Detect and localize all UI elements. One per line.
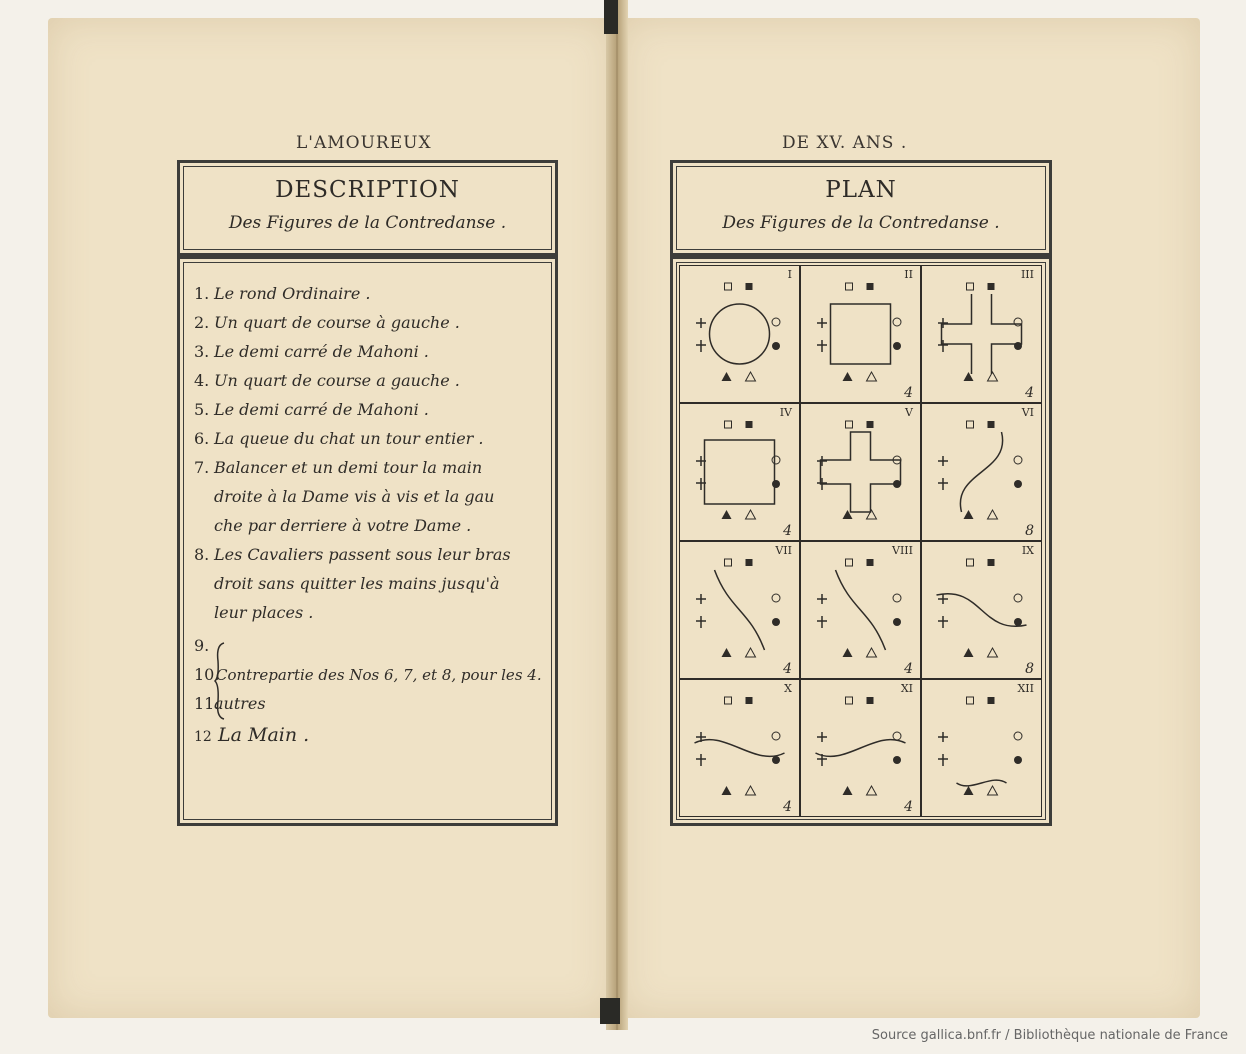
plan-title: PLAN	[825, 177, 897, 203]
plan-cell	[680, 680, 800, 817]
dancer-square-icon	[867, 421, 874, 428]
dancer-square-icon	[725, 559, 732, 566]
dancer-circle-icon	[772, 594, 780, 602]
dancer-square-icon	[967, 283, 974, 290]
source-credit: Source gallica.bnf.fr / Bibliothèque nationale de France	[871, 1028, 1228, 1043]
figure-number: XII	[1017, 682, 1034, 695]
plan-figures	[679, 265, 1043, 817]
dancer-square-icon	[846, 283, 853, 290]
running-head-left: L'AMOUREUX	[296, 133, 432, 153]
plan-cell	[922, 404, 1042, 541]
list-item: 2. Un quart de course à gauche .	[194, 313, 460, 332]
list-item: che par derriere à votre Dame .	[214, 516, 472, 535]
figure-count: 8	[1025, 661, 1034, 677]
dancer-cross-icon	[938, 732, 948, 766]
dancer-circle-icon	[772, 732, 780, 740]
dancer-triangle-icon	[964, 786, 974, 795]
list-item: 1. Le rond Ordinaire .	[194, 284, 371, 303]
description-title: DESCRIPTION	[275, 177, 460, 203]
plan-subtitle: Des Figures de la Contredanse .	[722, 213, 1000, 233]
dancer-square-icon	[988, 559, 995, 566]
description-subtitle: Des Figures de la Contredanse .	[228, 213, 507, 233]
dance-path	[831, 304, 891, 364]
dancer-circle-icon	[893, 618, 901, 626]
dancer-circle-icon	[1014, 456, 1022, 464]
dance-path	[836, 570, 886, 650]
plan-cell	[922, 680, 1042, 817]
figure-number: III	[1020, 268, 1034, 281]
dancer-circle-icon	[772, 342, 780, 350]
list-item: 4. Un quart de course a gauche .	[194, 371, 460, 390]
dancer-cross-icon	[817, 456, 827, 490]
list-item: droite à la Dame vis à vis et la gau	[214, 487, 495, 506]
dancer-cross-icon	[696, 594, 706, 628]
list-item: 5. Le demi carré de Mahoni .	[194, 400, 429, 419]
dancer-circle-icon	[1014, 756, 1022, 764]
figure-number: X	[784, 682, 792, 695]
plan-cell	[922, 542, 1042, 679]
list-item: 8. Les Cavaliers passent sous leur bras	[194, 545, 511, 564]
dancer-square-icon	[846, 697, 853, 704]
dancer-triangle-icon	[746, 372, 756, 381]
list-item: 12 La Main .	[194, 724, 310, 746]
list-item: 6. La queue du chat un tour entier .	[194, 429, 484, 448]
dance-path	[816, 740, 906, 757]
dancer-square-icon	[846, 559, 853, 566]
dance-path	[710, 304, 770, 364]
figure-number: XI	[900, 682, 913, 695]
dancer-circle-icon	[1014, 318, 1022, 326]
dance-path	[942, 294, 1022, 374]
dancer-square-icon	[725, 421, 732, 428]
figure-number: IX	[1021, 544, 1034, 557]
figure-number: VI	[1021, 406, 1034, 419]
dancer-square-icon	[746, 421, 753, 428]
list-item: 3. Le demi carré de Mahoni .	[194, 342, 429, 361]
dancer-triangle-icon	[988, 372, 998, 381]
dancer-triangle-icon	[964, 510, 974, 519]
dancer-triangle-icon	[867, 786, 877, 795]
figure-count: 4	[783, 799, 792, 815]
book-gutter	[606, 0, 628, 1030]
plan-cell	[801, 680, 921, 817]
dancer-triangle-icon	[722, 648, 732, 657]
dance-path	[821, 432, 901, 512]
dance-path	[695, 740, 785, 757]
dancer-circle-icon	[893, 732, 901, 740]
dancer-square-icon	[988, 421, 995, 428]
dancer-triangle-icon	[867, 648, 877, 657]
plan-cell	[801, 542, 921, 679]
dancer-circle-icon	[893, 318, 901, 326]
dancer-square-icon	[746, 697, 753, 704]
dancer-circle-icon	[772, 618, 780, 626]
dancer-square-icon	[867, 697, 874, 704]
figure-count: 4	[1025, 385, 1034, 401]
dancer-cross-icon	[696, 318, 706, 352]
dancer-square-icon	[725, 283, 732, 290]
plan-grid-box	[670, 256, 1052, 826]
dancer-square-icon	[746, 283, 753, 290]
plan-cell	[680, 404, 800, 541]
figure-number: II	[904, 268, 913, 281]
list-item: 7. Balancer et un demi tour la main	[194, 458, 483, 477]
dancer-square-icon	[725, 697, 732, 704]
figure-count: 8	[1025, 523, 1034, 539]
dancer-square-icon	[967, 421, 974, 428]
dancer-cross-icon	[817, 318, 827, 352]
dancer-triangle-icon	[746, 510, 756, 519]
dancer-circle-icon	[772, 318, 780, 326]
dancer-triangle-icon	[988, 648, 998, 657]
figure-number: VIII	[892, 544, 913, 557]
dancer-cross-icon	[938, 594, 948, 628]
dancer-circle-icon	[772, 480, 780, 488]
dancer-cross-icon	[696, 732, 706, 766]
plan-cell	[801, 266, 921, 403]
list-item: 11.autres	[194, 694, 266, 713]
dancer-triangle-icon	[867, 372, 877, 381]
dancer-circle-icon	[1014, 594, 1022, 602]
dancer-cross-icon	[938, 318, 948, 352]
dancer-triangle-icon	[964, 648, 974, 657]
list-item: leur places .	[214, 603, 314, 622]
dancer-triangle-icon	[843, 786, 853, 795]
dance-path	[937, 594, 1027, 627]
dancer-triangle-icon	[843, 372, 853, 381]
dancer-circle-icon	[1014, 480, 1022, 488]
figure-count: 4	[783, 661, 792, 677]
dancer-square-icon	[846, 421, 853, 428]
figure-number: I	[787, 268, 792, 281]
dancer-circle-icon	[772, 756, 780, 764]
list-item: 10.Contrepartie des Nos 6, 7, et 8, pour les 4.	[194, 665, 542, 684]
dancer-triangle-icon	[746, 648, 756, 657]
figure-count: 4	[904, 799, 913, 815]
dancer-triangle-icon	[843, 648, 853, 657]
plan-cell	[801, 404, 921, 541]
dancer-circle-icon	[772, 456, 780, 464]
dance-path	[957, 780, 1007, 786]
list-item: 9.	[194, 636, 210, 655]
figure-count: 4	[904, 385, 913, 401]
dancer-cross-icon	[817, 594, 827, 628]
dancer-triangle-icon	[722, 786, 732, 795]
figure-number: V	[905, 406, 913, 419]
description-list-box	[177, 256, 558, 826]
dance-path	[715, 570, 765, 650]
running-head-right: DE XV. ANS .	[782, 133, 908, 153]
dancer-square-icon	[746, 559, 753, 566]
dancer-circle-icon	[1014, 732, 1022, 740]
plan-cell	[922, 266, 1042, 403]
dancer-triangle-icon	[722, 372, 732, 381]
dancer-square-icon	[867, 283, 874, 290]
plan-cell	[680, 542, 800, 679]
dancer-circle-icon	[893, 480, 901, 488]
dance-path	[705, 440, 775, 504]
dancer-circle-icon	[893, 342, 901, 350]
dancer-cross-icon	[938, 456, 948, 490]
figure-number: IV	[779, 406, 792, 419]
figure-number: VII	[775, 544, 792, 557]
list-item: droit sans quitter les mains jusqu'à	[214, 574, 500, 593]
dancer-square-icon	[967, 697, 974, 704]
dancer-circle-icon	[893, 594, 901, 602]
dancer-cross-icon	[817, 732, 827, 766]
ribbon-marker-top	[604, 0, 618, 34]
figure-count: 4	[904, 661, 913, 677]
dancer-triangle-icon	[988, 786, 998, 795]
dancer-circle-icon	[893, 756, 901, 764]
brace-icon	[214, 641, 226, 721]
dancer-square-icon	[988, 697, 995, 704]
description-header-box	[177, 160, 558, 256]
dancer-square-icon	[988, 283, 995, 290]
dancer-circle-icon	[1014, 342, 1022, 350]
dancer-triangle-icon	[746, 786, 756, 795]
ribbon-marker-bottom	[600, 998, 620, 1024]
figure-count: 4	[783, 523, 792, 539]
dancer-square-icon	[967, 559, 974, 566]
dancer-square-icon	[867, 559, 874, 566]
dancer-triangle-icon	[988, 510, 998, 519]
dance-path	[960, 432, 1002, 512]
plan-header-box	[670, 160, 1052, 256]
dancer-triangle-icon	[722, 510, 732, 519]
dancer-circle-icon	[1014, 618, 1022, 626]
plan-cell	[680, 266, 800, 403]
